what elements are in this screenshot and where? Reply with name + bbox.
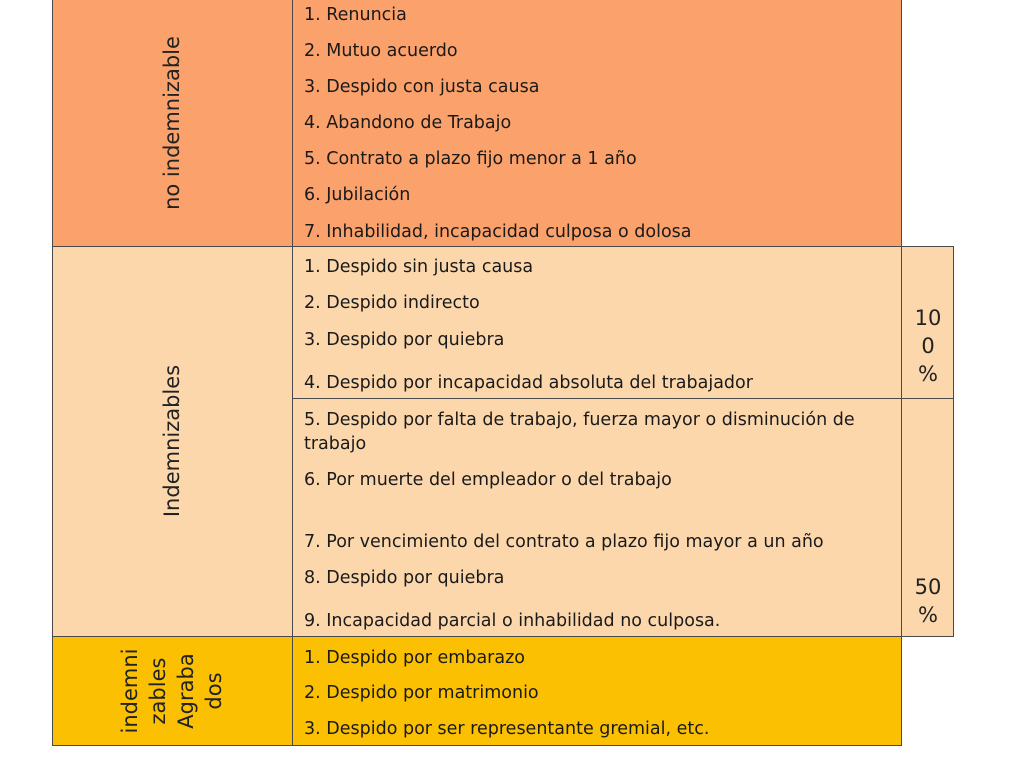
label-agravados-line3: Agraba — [174, 653, 198, 729]
pct-cell-half — [902, 398, 954, 636]
label-agravados-line2: zables — [146, 657, 170, 725]
grid-line — [52, 745, 902, 746]
pct-cell-full — [902, 246, 954, 398]
grid-line — [52, 636, 954, 637]
list-item: 6. Jubilación — [304, 185, 411, 205]
label-agravados-cell — [52, 636, 292, 746]
label-agravados — [116, 641, 228, 741]
label-no-indemnizable-cell — [52, 0, 292, 246]
label-indemnizables-cell — [52, 246, 292, 636]
pct-half-line1: 50 — [914, 575, 942, 599]
list-item: 2. Despido indirecto — [304, 293, 480, 313]
list-item: 3. Despido con justa causa — [304, 77, 540, 97]
label-agravados-line4: dos — [202, 672, 226, 710]
list-item: 7. Inhabilidad, incapacidad culposa o dolosa — [304, 222, 692, 242]
list-item: 1. Despido por embarazo — [304, 648, 525, 668]
list-item: 1. Renuncia — [304, 5, 407, 25]
list-item: 7. Por vencimiento del contrato a plazo fijo mayor a un año — [304, 532, 824, 552]
list-item: 8. Despido por quiebra — [304, 568, 505, 588]
pct-full-line2: 0 — [921, 334, 935, 358]
grid-line — [52, 0, 53, 746]
list-item: 3. Despido por quiebra — [304, 330, 505, 350]
list-item: 4. Abandono de Trabajo — [304, 113, 512, 133]
grid-line — [292, 0, 293, 746]
list-item: 3. Despido por ser representante gremial, etc. — [304, 719, 710, 739]
list-item: 5. Despido por falta de trabajo, fuerza mayor o disminución de trabajo — [304, 410, 855, 454]
pct-full-line3: % — [918, 362, 938, 386]
grid-line — [52, 246, 954, 247]
label-indemnizables: Indemnizables — [160, 364, 184, 518]
list-item: 2. Mutuo acuerdo — [304, 41, 458, 61]
list-item: 6. Por muerte del empleador o del trabajo — [304, 470, 672, 490]
label-no-indemnizable: no indemnizable — [160, 36, 184, 210]
list-item: 1. Despido sin justa causa — [304, 257, 534, 277]
list-item: 4. Despido por incapacidad absoluta del trabajador — [304, 373, 753, 393]
grid-line — [953, 246, 954, 636]
pct-full-line1: 10 — [914, 306, 942, 330]
list-item: 5. Contrato a plazo fijo menor a 1 año — [304, 149, 637, 169]
grid-line — [292, 398, 954, 399]
pct-half-line2: % — [918, 603, 938, 627]
list-item: 2. Despido por matrimonio — [304, 683, 539, 703]
label-agravados-line1: indemni — [118, 648, 142, 734]
list-item: 9. Incapacidad parcial o inhabilidad no culposa. — [304, 611, 721, 631]
grid-line — [901, 0, 902, 746]
